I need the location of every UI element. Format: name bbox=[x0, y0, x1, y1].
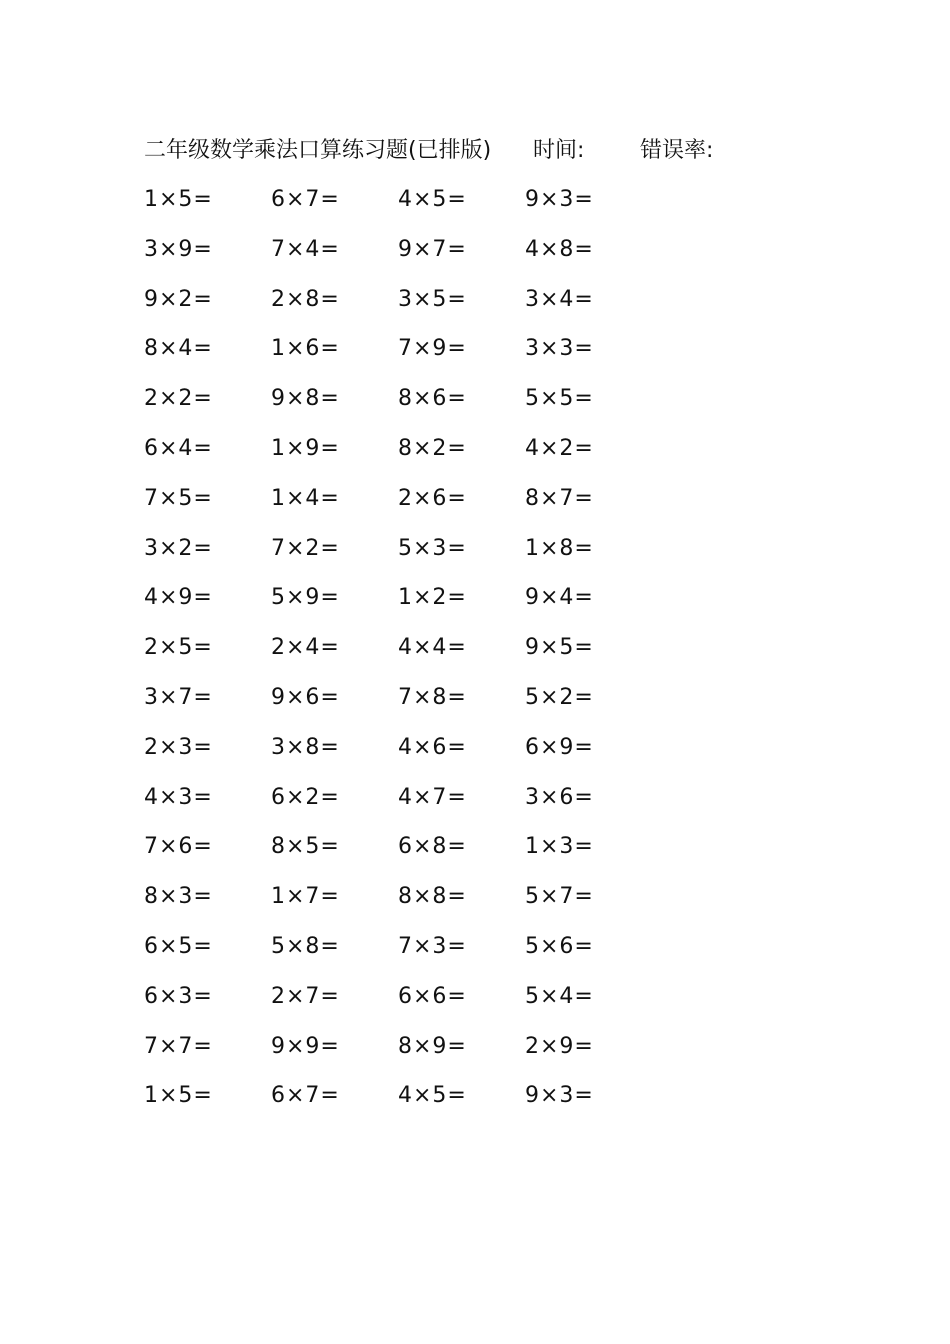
multiplication-problem: 8×3= bbox=[144, 884, 213, 910]
problem-row bbox=[144, 930, 664, 980]
multiplication-problem: 3×7= bbox=[144, 684, 213, 710]
multiplication-problem: 4×3= bbox=[144, 784, 213, 810]
multiplication-problem: 2×6= bbox=[398, 485, 467, 511]
multiplication-problem: 1×4= bbox=[271, 485, 340, 511]
problem-row bbox=[144, 830, 664, 880]
multiplication-problem: 3×4= bbox=[525, 286, 594, 312]
multiplication-problem: 1×5= bbox=[144, 1083, 213, 1109]
multiplication-problem: 6×9= bbox=[525, 734, 594, 760]
time-label: 时间: bbox=[533, 138, 585, 163]
multiplication-problem: 7×9= bbox=[398, 336, 467, 362]
multiplication-problem: 6×7= bbox=[271, 1083, 340, 1109]
multiplication-problem: 7×6= bbox=[144, 834, 213, 860]
multiplication-problem: 4×9= bbox=[144, 585, 213, 611]
multiplication-problem: 6×5= bbox=[144, 933, 213, 959]
multiplication-problem: 6×8= bbox=[398, 834, 467, 860]
multiplication-problem: 4×7= bbox=[398, 784, 467, 810]
multiplication-problem: 1×7= bbox=[271, 884, 340, 910]
problem-row bbox=[144, 382, 664, 432]
problem-row bbox=[144, 581, 664, 631]
multiplication-problem: 5×9= bbox=[271, 585, 340, 611]
multiplication-problem: 9×2= bbox=[144, 286, 213, 312]
multiplication-problem: 8×4= bbox=[144, 336, 213, 362]
multiplication-problem: 9×3= bbox=[525, 1083, 594, 1109]
multiplication-problem: 8×7= bbox=[525, 485, 594, 511]
multiplication-problem: 1×9= bbox=[271, 435, 340, 461]
multiplication-problem: 7×8= bbox=[398, 684, 467, 710]
multiplication-problem: 8×2= bbox=[398, 435, 467, 461]
problem-row bbox=[144, 432, 664, 482]
multiplication-problem: 2×9= bbox=[525, 1033, 594, 1059]
problem-row bbox=[144, 880, 664, 930]
multiplication-problem: 8×5= bbox=[271, 834, 340, 860]
multiplication-problem: 2×7= bbox=[271, 983, 340, 1009]
multiplication-problem: 4×6= bbox=[398, 734, 467, 760]
multiplication-problem: 9×6= bbox=[271, 684, 340, 710]
problem-row bbox=[144, 233, 664, 283]
problem-grid bbox=[144, 183, 664, 1129]
multiplication-problem: 4×5= bbox=[398, 187, 467, 212]
multiplication-problem: 7×7= bbox=[144, 1033, 213, 1059]
multiplication-problem: 1×5= bbox=[144, 187, 213, 212]
multiplication-problem: 4×2= bbox=[525, 435, 594, 461]
problem-row bbox=[144, 283, 664, 333]
multiplication-problem: 4×4= bbox=[398, 635, 467, 661]
multiplication-problem: 7×5= bbox=[144, 485, 213, 511]
multiplication-problem: 6×2= bbox=[271, 784, 340, 810]
multiplication-problem: 9×8= bbox=[271, 386, 340, 412]
multiplication-problem: 6×7= bbox=[271, 187, 340, 212]
problem-row bbox=[144, 1030, 664, 1080]
problem-row bbox=[144, 332, 664, 382]
multiplication-problem: 3×5= bbox=[398, 286, 467, 312]
multiplication-problem: 5×5= bbox=[525, 386, 594, 412]
problem-row bbox=[144, 482, 664, 532]
multiplication-problem: 9×5= bbox=[525, 635, 594, 661]
multiplication-problem: 7×4= bbox=[271, 236, 340, 262]
multiplication-problem: 3×2= bbox=[144, 535, 213, 561]
multiplication-problem: 1×2= bbox=[398, 585, 467, 611]
multiplication-problem: 5×8= bbox=[271, 933, 340, 959]
multiplication-problem: 9×7= bbox=[398, 236, 467, 262]
multiplication-problem: 7×2= bbox=[271, 535, 340, 561]
multiplication-problem: 8×6= bbox=[398, 386, 467, 412]
problem-row bbox=[144, 631, 664, 681]
multiplication-problem: 7×3= bbox=[398, 933, 467, 959]
multiplication-problem: 6×6= bbox=[398, 983, 467, 1009]
multiplication-problem: 9×9= bbox=[271, 1033, 340, 1059]
multiplication-problem: 4×8= bbox=[525, 236, 594, 262]
multiplication-problem: 6×3= bbox=[144, 983, 213, 1009]
problem-row bbox=[144, 731, 664, 781]
worksheet-title: 二年级数学乘法口算练习题(已排版) bbox=[144, 138, 492, 163]
multiplication-problem: 1×8= bbox=[525, 535, 594, 561]
multiplication-problem: 5×2= bbox=[525, 684, 594, 710]
multiplication-problem: 2×3= bbox=[144, 734, 213, 760]
multiplication-problem: 1×3= bbox=[525, 834, 594, 860]
multiplication-problem: 3×8= bbox=[271, 734, 340, 760]
multiplication-problem: 5×7= bbox=[525, 884, 594, 910]
problem-row bbox=[144, 532, 664, 582]
multiplication-problem: 5×4= bbox=[525, 983, 594, 1009]
error-rate-label: 错误率: bbox=[640, 138, 714, 163]
multiplication-problem: 5×3= bbox=[398, 535, 467, 561]
multiplication-problem: 6×4= bbox=[144, 435, 213, 461]
multiplication-problem: 3×6= bbox=[525, 784, 594, 810]
multiplication-problem: 8×8= bbox=[398, 884, 467, 910]
problem-row bbox=[144, 1079, 664, 1129]
multiplication-problem: 9×3= bbox=[525, 187, 594, 212]
multiplication-problem: 2×8= bbox=[271, 286, 340, 312]
multiplication-problem: 2×2= bbox=[144, 386, 213, 412]
problem-row bbox=[144, 681, 664, 731]
problem-row bbox=[144, 980, 664, 1030]
problem-row bbox=[144, 183, 664, 233]
multiplication-problem: 2×4= bbox=[271, 635, 340, 661]
multiplication-problem: 1×6= bbox=[271, 336, 340, 362]
multiplication-problem: 3×3= bbox=[525, 336, 594, 362]
multiplication-problem: 9×4= bbox=[525, 585, 594, 611]
multiplication-problem: 3×9= bbox=[144, 236, 213, 262]
multiplication-problem: 2×5= bbox=[144, 635, 213, 661]
problem-row bbox=[144, 781, 664, 831]
multiplication-problem: 5×6= bbox=[525, 933, 594, 959]
multiplication-problem: 4×5= bbox=[398, 1083, 467, 1109]
multiplication-problem: 8×9= bbox=[398, 1033, 467, 1059]
